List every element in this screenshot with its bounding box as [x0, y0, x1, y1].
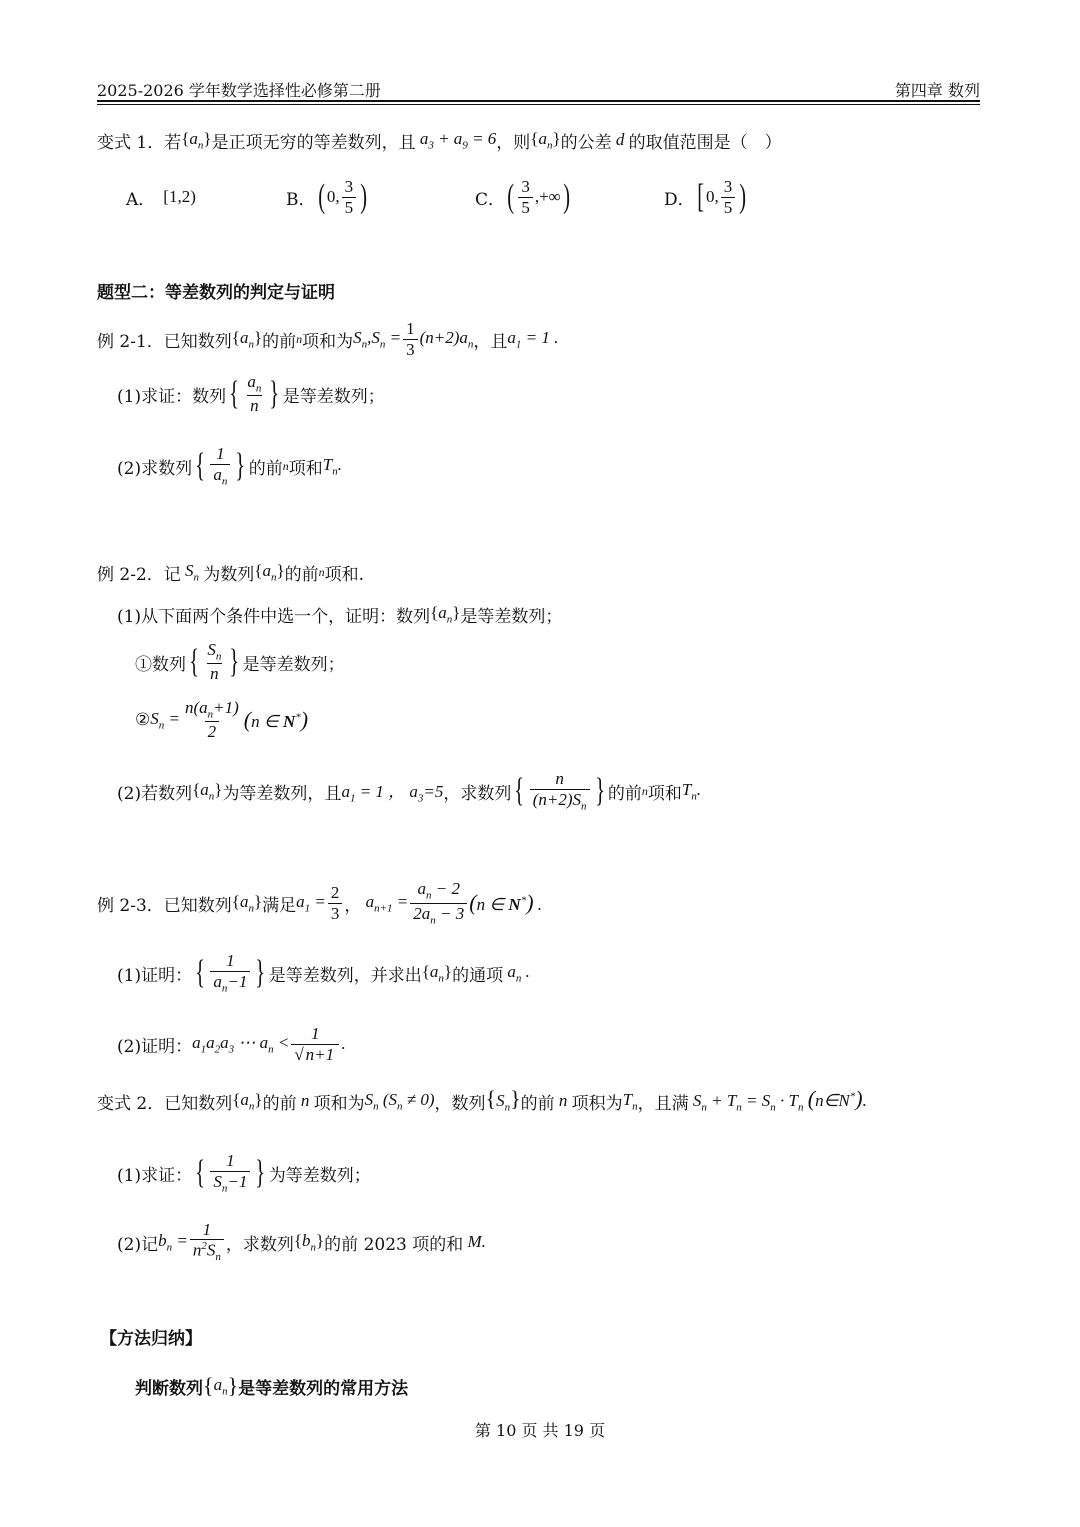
paren: )	[739, 178, 747, 215]
math: $S_n$ =	[150, 708, 180, 732]
brace: }	[235, 447, 246, 484]
math: n	[282, 458, 289, 473]
text: 项和为	[302, 331, 354, 352]
math: n	[641, 783, 648, 798]
ex22-stem	[97, 558, 364, 586]
text: 项和	[288, 458, 323, 479]
math: $S_n$	[180, 560, 200, 584]
text: (1)求证：	[117, 1165, 193, 1186]
fraction: $\frac{1}{S_n-1}$	[210, 1151, 250, 1195]
brace: }	[229, 643, 240, 680]
text: (1)从下面两个条件中选一个，证明：数列	[117, 606, 431, 627]
paren: )	[563, 178, 570, 215]
option-label: C．	[475, 189, 506, 210]
text: (1)证明：	[117, 965, 193, 986]
math: $S_n + T_n = S_n \cdot T_n$ (n∈N*).	[688, 1086, 867, 1114]
fraction: $\frac{n(a_n+1)}{2}$	[184, 698, 239, 742]
text: 的前	[262, 1093, 297, 1114]
math: $T_n$	[622, 1089, 638, 1113]
text: (2)记	[117, 1234, 159, 1255]
brace: }	[594, 772, 605, 809]
text: ，且满	[637, 1093, 689, 1114]
math: n	[296, 331, 303, 346]
fraction: $\frac{1}{a_n-1}$	[210, 951, 250, 995]
math: $b_n$ =	[158, 1230, 188, 1254]
text: ，求数列	[225, 1234, 294, 1255]
brace: {	[189, 643, 200, 680]
fraction: $\frac{3}{5}$	[721, 177, 736, 217]
math: $\{b_n\}$	[293, 1230, 325, 1254]
text: 已知数列	[164, 1093, 233, 1114]
math: $\{a_n\}$	[181, 128, 212, 152]
fraction: $\frac{1}{√ n+1}$	[291, 1024, 339, 1064]
ex23-stem	[97, 878, 542, 928]
math: $T_n$.	[322, 454, 342, 478]
text: 若	[164, 132, 182, 153]
method-title: 【方法归纳】	[100, 1329, 202, 1349]
option-label: B．	[286, 189, 316, 210]
math: 0,	[326, 187, 340, 206]
text: 的前	[262, 331, 297, 352]
math: $\{S_n\}$	[485, 1086, 521, 1114]
header-rule-thin	[97, 104, 980, 105]
header-title: 2025-2026 学年数学选择性必修第二册	[97, 81, 381, 100]
brace: {	[195, 1154, 206, 1191]
math: d	[611, 130, 629, 149]
math: $\{a_n\}$	[530, 128, 561, 152]
brace: {	[195, 447, 206, 484]
math: .	[341, 1034, 346, 1053]
method-line	[135, 1370, 408, 1402]
fraction: $\frac{2}{3}$	[328, 883, 343, 923]
ex23-part2	[117, 1018, 345, 1070]
math: $\{a_n\}$	[192, 779, 223, 803]
math: ，	[344, 895, 366, 915]
text: 为等差数列，且	[222, 783, 342, 804]
text: 的前	[248, 458, 283, 479]
text: 已知数列	[163, 331, 232, 352]
option-label: D．	[664, 189, 695, 210]
math: n	[554, 1091, 572, 1110]
text: ，则	[496, 132, 531, 153]
text: 项积为	[571, 1093, 623, 1114]
brace: {	[229, 375, 240, 412]
fraction: $\frac{3}{5}$	[518, 177, 533, 217]
ex21-part1	[117, 370, 385, 418]
math: [1,2)	[163, 187, 196, 206]
variant2-part1	[117, 1144, 371, 1202]
ex21-part2	[117, 438, 342, 494]
text: 记	[163, 564, 181, 585]
ex23-part1	[117, 944, 530, 1002]
ex22-cond2	[135, 696, 308, 744]
fraction: $\frac{n}{(n+2)S_n}$	[530, 769, 590, 813]
text: 是等差数列；	[460, 606, 563, 627]
fraction: $\frac{1}{3}$	[403, 319, 418, 359]
text: ，且	[473, 331, 508, 352]
option-label: A．	[126, 189, 156, 210]
variant2-stem	[97, 1086, 867, 1116]
text: 判断数列	[135, 1378, 203, 1399]
variant1-label: 变式 1．	[97, 132, 165, 153]
text: (2)若数列	[117, 783, 193, 804]
text: 的前	[520, 1093, 555, 1114]
text: ①数列	[135, 654, 186, 675]
fraction: $\frac{1}{n^2S_n}$	[190, 1220, 224, 1264]
example-label: 例 2-2．	[97, 564, 164, 585]
ex22-part2	[117, 762, 701, 820]
text: 是等差数列；	[242, 654, 345, 675]
header-rule	[97, 100, 980, 102]
option-c	[475, 172, 572, 222]
brace: }	[227, 1373, 239, 1398]
text: 是正项无穷的等差数列，且	[211, 132, 416, 153]
option-a	[126, 174, 196, 220]
text: 的取值范围是（ ）	[628, 132, 782, 153]
option-b	[286, 172, 369, 222]
option-d	[664, 172, 749, 222]
text: 项和	[647, 783, 682, 804]
math: M.	[463, 1232, 486, 1251]
header-chapter: 第四章 数列	[894, 81, 980, 100]
page-number: 第 10 页 共 19 页	[474, 1421, 606, 1440]
brace: {	[203, 1373, 214, 1398]
math: $T_n$.	[681, 779, 702, 803]
math: $a_3 + a_9 = 6$	[415, 128, 497, 152]
math: ,+∞	[534, 187, 561, 206]
bracket: [	[696, 178, 704, 215]
text: 的前 2023 项的和	[324, 1234, 464, 1255]
ex22-cond1	[135, 638, 345, 686]
text: 为等差数列；	[268, 1165, 371, 1186]
math: $\{a_n\}$	[421, 961, 453, 985]
example-label: 例 2-1．	[97, 331, 164, 352]
brace: }	[269, 375, 280, 412]
ex21-stem	[97, 316, 558, 362]
math: $S_n,S_n$ =	[353, 327, 402, 351]
math: $a_1$ =	[296, 891, 326, 915]
text: (1)求证：数列	[117, 386, 227, 407]
math: n	[318, 564, 325, 579]
math: $a_n$ .	[503, 961, 530, 985]
math: $a_1a_2a_3$ ⋯ $a_n$ <	[192, 1032, 290, 1056]
brace: }	[255, 954, 266, 991]
variant2-part2	[117, 1216, 486, 1268]
text: 满足	[262, 895, 297, 916]
math: $\{a_n\}$	[254, 560, 285, 584]
fraction: $\frac{a_n}{n}$	[247, 372, 262, 416]
text: 的前	[607, 783, 642, 804]
variant-label: 变式 2．	[97, 1093, 165, 1114]
math: (n ∈ N*) .	[469, 889, 543, 915]
text: (2)求数列	[117, 458, 193, 479]
text: 是等差数列，并求出	[268, 965, 422, 986]
text: (2)证明：	[117, 1036, 193, 1057]
variant1-stem	[97, 126, 782, 154]
math: $\{a_n\}$	[231, 327, 263, 351]
fraction: $\frac{1}{a_n}$	[210, 444, 230, 488]
text: ②	[135, 710, 151, 730]
text: 是等差数列的常用方法	[238, 1378, 409, 1399]
text: 项和.	[324, 564, 365, 585]
math: $\{a_n\}$	[231, 891, 263, 915]
section-title: 题型二：等差数列的判定与证明	[97, 283, 335, 303]
paren: )	[360, 178, 368, 215]
text: ，数列	[434, 1093, 486, 1114]
text: 的前	[284, 564, 319, 585]
math: $a_n$	[213, 1374, 228, 1398]
brace: {	[514, 772, 525, 809]
math: $a_1 = 1$ ， $a_3=5$	[341, 782, 444, 805]
math: n	[296, 1091, 314, 1110]
text: 的公差	[560, 132, 612, 153]
math: $\{a_n\}$	[430, 602, 461, 626]
text: 是等差数列；	[282, 386, 385, 407]
text: 项和为	[313, 1093, 365, 1114]
fraction: $\frac{a_n - 2}{2a_n - 3}$	[410, 879, 467, 926]
brace: }	[255, 1154, 266, 1191]
ex22-part1	[117, 600, 562, 628]
text: 为数列	[203, 564, 255, 585]
math: (n ∈ N*)	[243, 706, 309, 732]
fraction: $\frac{S_n}{n}$	[207, 640, 222, 684]
paren: (	[507, 178, 515, 215]
text: 的通项	[452, 965, 504, 986]
example-label: 例 2-3．	[97, 895, 164, 916]
math: $a_1 = 1$ .	[507, 327, 559, 351]
math: $S_n$ $(S_n \ne 0)$	[364, 1089, 435, 1113]
math: $a_{n+1}$ =	[365, 891, 409, 915]
brace: {	[195, 954, 206, 991]
math: $(n+2)a_n$	[419, 327, 474, 351]
fraction: $\frac{3}{5}$	[342, 177, 357, 217]
math: $\{a_n\}$	[232, 1089, 263, 1113]
text: 已知数列	[163, 895, 232, 916]
text: ，求数列	[443, 783, 512, 804]
math: 0,	[705, 187, 719, 206]
paren: (	[317, 178, 325, 215]
